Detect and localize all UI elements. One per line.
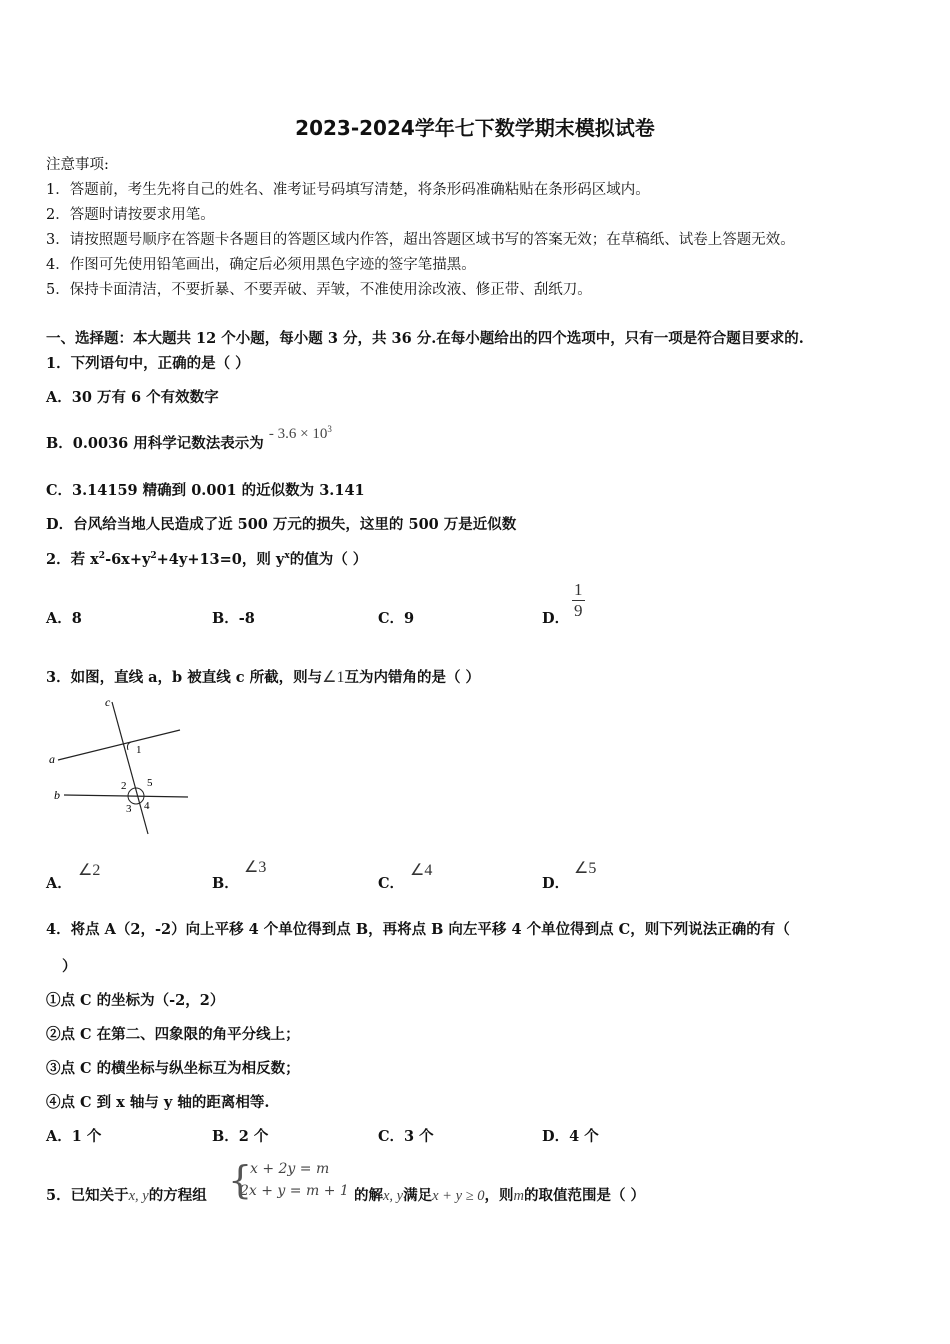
label-b: b bbox=[54, 788, 60, 802]
q2-stem-part: 2．若 x bbox=[46, 551, 99, 568]
q4-statement: ④点 C 到 x 轴与 y 轴的距离相等. bbox=[46, 1094, 270, 1111]
q3-option-a: A． bbox=[46, 875, 72, 892]
q3-figure bbox=[40, 690, 200, 840]
q2-sup: 2 bbox=[98, 551, 106, 562]
q5-text: 满足 bbox=[403, 1187, 433, 1204]
page-title: 2023-2024学年七下数学期末模拟试卷 bbox=[295, 116, 655, 140]
q4-stem-close: ） bbox=[62, 958, 77, 975]
notice-item: 5．保持卡面清洁，不要折暴、不要弄破、弄皱，不准使用涂改液、修正带、刮纸刀。 bbox=[46, 282, 592, 298]
q2-stem-part: +4y+13=0，则 y bbox=[156, 551, 285, 568]
equation-2: 2x + y = m + 1 bbox=[240, 1183, 349, 1199]
q5-equation-system bbox=[228, 1158, 349, 1202]
q2-stem-part: -6x+y bbox=[105, 551, 151, 568]
q1-option-b-exp: 3 bbox=[327, 424, 332, 434]
notice-heading: 注意事项: bbox=[46, 157, 109, 173]
q2-option-c: C．9 bbox=[378, 610, 415, 627]
q5-math: m bbox=[513, 1188, 524, 1204]
line-a bbox=[58, 730, 180, 760]
section-heading: 一、选择题：本大题共 12 个小题，每小题 3 分，共 36 分.在每小题给出的四个选项中，只有一项是符合题目要求的. bbox=[46, 330, 804, 347]
q5-text: ，则 bbox=[484, 1187, 514, 1204]
q1-option-d: D．台风给当地人民造成了近 500 万元的损失，这里的 500 万是近似数 bbox=[46, 516, 517, 533]
q1-option-b-text: B．0.0036 用科学记数法表示为 bbox=[46, 435, 264, 452]
q1-stem: 1．下列语句中，正确的是（ ） bbox=[46, 355, 250, 372]
label-a: a bbox=[49, 752, 55, 766]
q3-option-c-angle: ∠4 bbox=[410, 862, 433, 879]
q4-statement: ②点 C 在第二、四象限的角平分线上； bbox=[46, 1026, 300, 1043]
q1-option-b-math bbox=[269, 426, 332, 442]
equation-1: x + 2y = m bbox=[250, 1161, 330, 1177]
q4-statement: ③点 C 的横坐标与纵坐标互为相反数； bbox=[46, 1060, 300, 1077]
q3-option-d: D． bbox=[542, 875, 570, 892]
q5-math: x, y bbox=[383, 1188, 404, 1204]
notice-item: 1．答题前，考生先将自己的姓名、准考证号码填写清楚，将条形码准确粘贴在条形码区域内。 bbox=[46, 182, 650, 198]
q3-stem-part: 互为内错角的是（ ） bbox=[344, 669, 481, 686]
brace-icon: { bbox=[228, 1158, 253, 1202]
q3-option-c: C． bbox=[378, 875, 405, 892]
q5-stem-a bbox=[46, 1184, 207, 1205]
angle-label-3: 3 bbox=[126, 803, 132, 815]
q3-stem bbox=[46, 666, 480, 687]
q2-stem-part: 的值为（ ） bbox=[289, 551, 368, 568]
q3-option-d-angle: ∠5 bbox=[574, 860, 597, 877]
q3-option-b: B． bbox=[212, 875, 239, 892]
notice-item: 4．作图可先使用铅笔画出，确定后必须用黑色字迹的签字笔描黑。 bbox=[46, 257, 476, 273]
q4-option-b: B．2 个 bbox=[212, 1128, 269, 1145]
fraction-numerator: 1 bbox=[574, 580, 583, 599]
q5-text: 5．已知关于 bbox=[46, 1187, 129, 1204]
q2-option-b: B．-8 bbox=[212, 610, 255, 627]
fraction-denominator: 9 bbox=[574, 601, 583, 620]
q2-stem bbox=[46, 548, 367, 569]
notice-item: 3．请按照题号顺序在答题卡各题目的答题区域内作答，超出答题区域书写的答案无效；在草稿纸、试卷上答题无效。 bbox=[46, 232, 795, 248]
q2-option-d-fraction bbox=[572, 580, 585, 621]
q1-option-b bbox=[46, 424, 332, 453]
q5-math: x + y ≥ 0 bbox=[432, 1188, 485, 1204]
q2-sup: x bbox=[284, 551, 290, 562]
notice-item: 2．答题时请按要求用笔。 bbox=[46, 207, 215, 223]
q5-text: 的解 bbox=[354, 1187, 383, 1204]
q1-option-c: C．3.14159 精确到 0.001 的近似数为 3.141 bbox=[46, 482, 365, 499]
q5-math: x, y bbox=[128, 1188, 149, 1204]
q2-sup: 2 bbox=[150, 551, 157, 562]
label-c: c bbox=[105, 695, 111, 709]
q4-option-c: C．3 个 bbox=[378, 1128, 434, 1145]
q1-option-a: A．30 万有 6 个有效数字 bbox=[46, 389, 219, 406]
q5-stem-b bbox=[354, 1184, 645, 1205]
q4-option-d: D．4 个 bbox=[542, 1128, 599, 1145]
q3-option-b-angle: ∠3 bbox=[244, 859, 267, 876]
angle-label-4: 4 bbox=[144, 800, 150, 812]
q4-statement: ①点 C 的坐标为（-2，2） bbox=[46, 992, 225, 1009]
q4-stem: 4．将点 A（2，-2）向上平移 4 个单位得到点 B，再将点 B 向左平移 4 个单位得到点 C，则下列说法正确的有（ bbox=[46, 921, 790, 938]
line-b bbox=[64, 795, 188, 797]
q5-text: 的方程组 bbox=[148, 1187, 207, 1204]
q2-option-a: A．8 bbox=[46, 610, 82, 627]
angle-label-2: 2 bbox=[121, 780, 127, 792]
q3-stem-part: 3．如图，直线 a，b 被直线 c 所截，则与 bbox=[46, 669, 323, 686]
angle-label-1: 1 bbox=[136, 744, 142, 756]
q3-stem-angle: ∠1 bbox=[322, 669, 345, 686]
q3-option-a-angle: ∠2 bbox=[78, 862, 101, 879]
q1-option-b-base: - 3.6 × 10 bbox=[268, 426, 328, 442]
angle-label-5: 5 bbox=[147, 777, 153, 789]
q4-option-a: A．1 个 bbox=[46, 1128, 102, 1145]
q2-option-d: D． bbox=[542, 610, 570, 627]
q5-text: 的取值范围是（ ） bbox=[523, 1187, 646, 1204]
